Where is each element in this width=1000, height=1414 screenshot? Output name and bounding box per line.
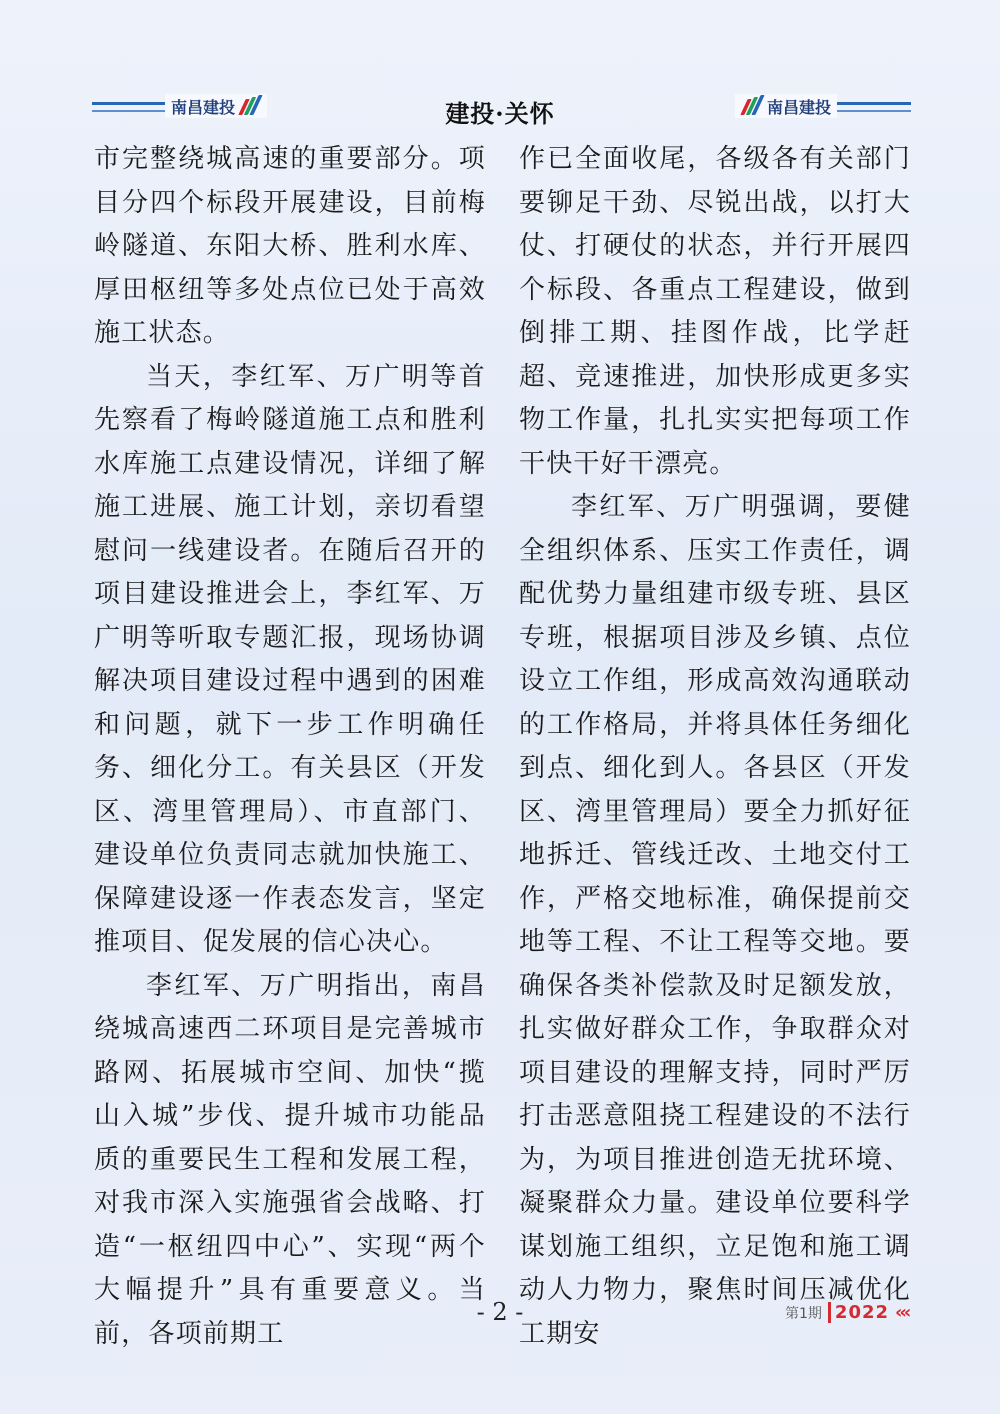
page-number: - 2 - — [476, 1298, 524, 1326]
brand-mark-icon — [741, 95, 763, 117]
section-title: 建投·关怀 — [445, 99, 555, 128]
paragraph: 李红军、万广明强调，要健全组织体系、压实工作责任，调配优势力量组建市级专班、县区专班，根据项目涉及乡镇、点位设立工作组，形成高效沟通联动的工作格局，并将具体任务细化到点、细化到人。各县区（开发区、湾里管理局）要全力抓好征地拆迁、管线迁改、土地交付工作，严格交地标准，确保提前交地等工程、不让工程等交地。要确保各类补偿款及时足额发放，扎实做好群众工作，争取群众对项目建设的理解支持，同时严厉打击恶意阻挠工程建设的不法行为，为项目推进创造无扰环境、凝聚群众力量。建设单位要科学谋划施工组织，立足饱和施工调动人力物力，聚焦时间压减优化工期安 — [519, 492, 911, 1349]
brand-logo — [735, 94, 837, 118]
article-right-column — [519, 138, 911, 1356]
header-right-brand — [735, 88, 911, 124]
paragraph: 李红军、万广明指出，南昌绕城高速西二环项目是完善城市路网、拓展城市空间、加快“揽山入城”步伐、提升城市功能品质的重要民生工程和发展工程，对我市深入实施强省会战略、打造“一枢纽四中心”、实现“两个大幅提升”具有重要意义。当前，各项前期工 — [94, 970, 486, 1349]
issue-year: 2022 — [828, 1302, 889, 1323]
paragraph: 作已全面收尾，各级各有关部门要铆足干劲、尽锐出战，以打大仗、打硬仗的状态，并行开展四个标段、各重点工程建设，做到倒排工期、挂图作战，比学赶超、竞速推进，加快形成更多实物工作量，扎扎实实把每项工作干快干好干漂亮。 — [519, 144, 911, 479]
paragraph: 市完整绕城高速的重要部分。项目分四个标段开展建设，目前梅岭隧道、东阳大桥、胜利水库、厚田枢纽等多处点位已处于高效施工状态。 — [94, 144, 486, 348]
chevrons-left-icon: ‹‹‹ — [895, 1302, 909, 1323]
paragraph: 当天，李红军、万广明等首先察看了梅岭隧道施工点和胜利水库施工点建设情况，详细了解施工进展、施工计划，亲切看望慰问一线建设者。在随后召开的项目建设推进会上，李红军、万广明等听取专题汇报，现场协调解决项目建设过程中遇到的困难和问题，就下一步工作明确任务、细化分工。有关县区（开发区、湾里管理局）、市直部门、建设单位负责同志就加快施工、保障建设逐一作表态发言，坚定推项目、促发展的信心决心。 — [94, 361, 486, 957]
brand-name: 南昌建投 — [170, 97, 235, 117]
article-left-column — [94, 138, 486, 1356]
issue-label: 第1期 — [785, 1305, 822, 1322]
issue-tag — [785, 1302, 908, 1323]
brand-name: 南昌建投 — [767, 97, 832, 117]
